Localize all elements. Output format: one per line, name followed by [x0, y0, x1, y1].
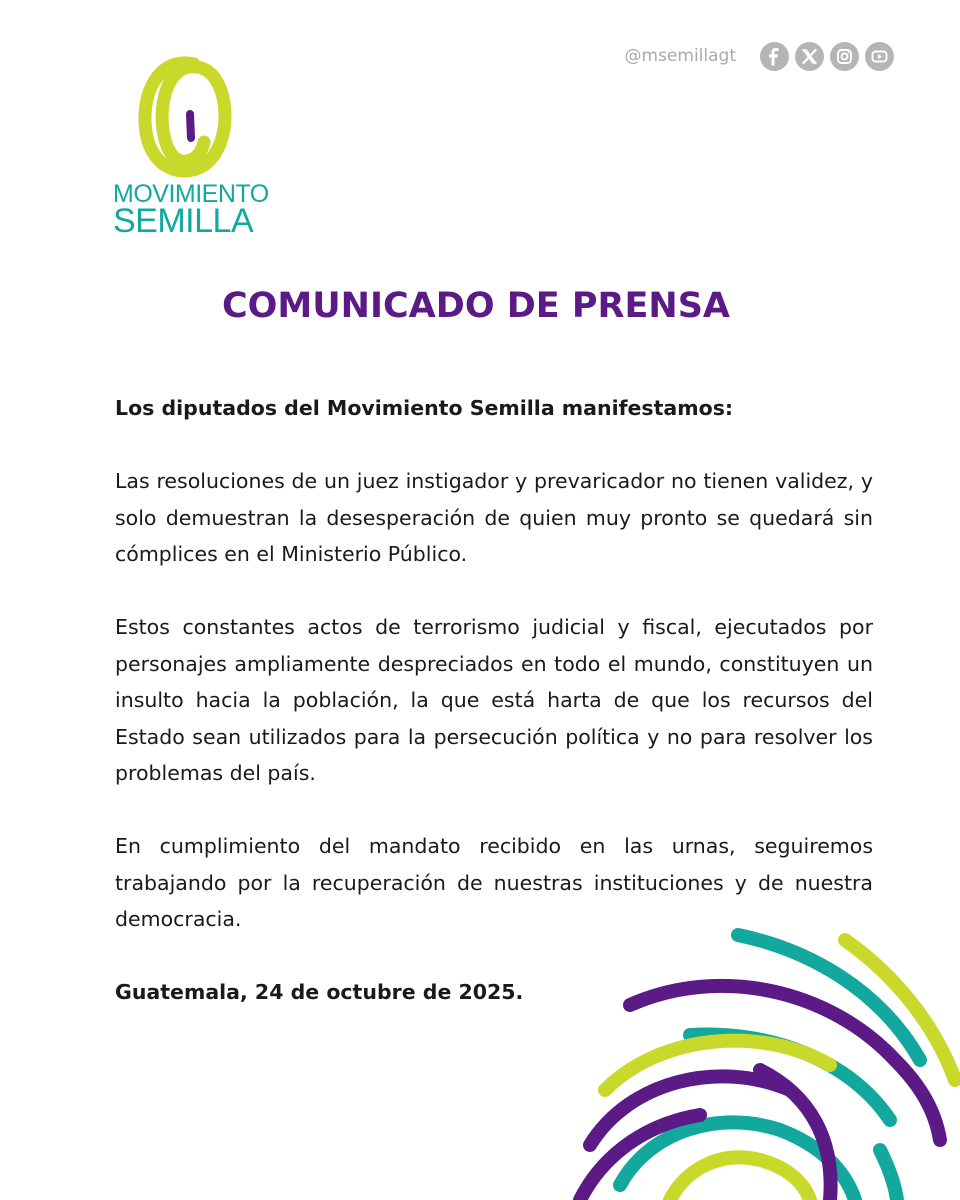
press-release-title: COMUNICADO DE PRENSA — [221, 286, 730, 326]
fingerprint-arc-purple-3 — [580, 1115, 700, 1200]
paragraph-1: Las resoluciones de un juez instigador y prevaricador no tienen validez, y solo demuestran la desesperación de quien muy pronto se quedará sin cómplices en el Ministerio Público. — [115, 469, 873, 566]
x-icon[interactable] — [795, 42, 824, 71]
fingerprint-arc-teal-2 — [620, 1122, 855, 1200]
paragraph-3: En cumplimiento del mandato recibido en las urnas, seguiremos trabajando por la recuperación de nuestras instituciones y de nuestra democracia. — [115, 834, 873, 931]
instagram-icon[interactable] — [830, 42, 859, 71]
fingerprint-arc-lime-2 — [670, 1157, 810, 1200]
lead-paragraph: Los diputados del Movimiento Semilla manifestamos: — [115, 396, 734, 420]
fingerprint-arc-purple-2 — [590, 1076, 790, 1145]
fingerprint-arc-teal-3 — [880, 1150, 897, 1200]
closing-date-line: Guatemala, 24 de octubre de 2025. — [115, 980, 524, 1004]
fingerprint-arc-purple-4 — [760, 1070, 831, 1200]
fingerprint-arc-lime-1 — [605, 1041, 830, 1090]
statement-body — [115, 390, 873, 1011]
facebook-icon[interactable] — [760, 42, 789, 71]
movimiento-semilla-logo — [108, 52, 269, 242]
paragraph-2: Estos constantes actos de terrorismo judicial y fiscal, ejecutados por personajes ampliamente despreciados en todo el mundo, constituyen un insulto hacia la población, la que está harta de que los recursos del Estado sean utilizados para la persecución política y no para resolver los problemas del país. — [115, 615, 873, 785]
logo-text-semilla: SEMILLA — [113, 202, 254, 240]
logo-text-movimiento: MOVIMIENTO — [113, 180, 269, 208]
seed-mark-icon — [130, 52, 240, 182]
youtube-icon[interactable] — [865, 42, 894, 71]
fingerprint-arc-teal-1 — [690, 1034, 890, 1120]
social-handle[interactable]: @msemillagt — [624, 46, 736, 66]
social-bar — [625, 40, 894, 72]
